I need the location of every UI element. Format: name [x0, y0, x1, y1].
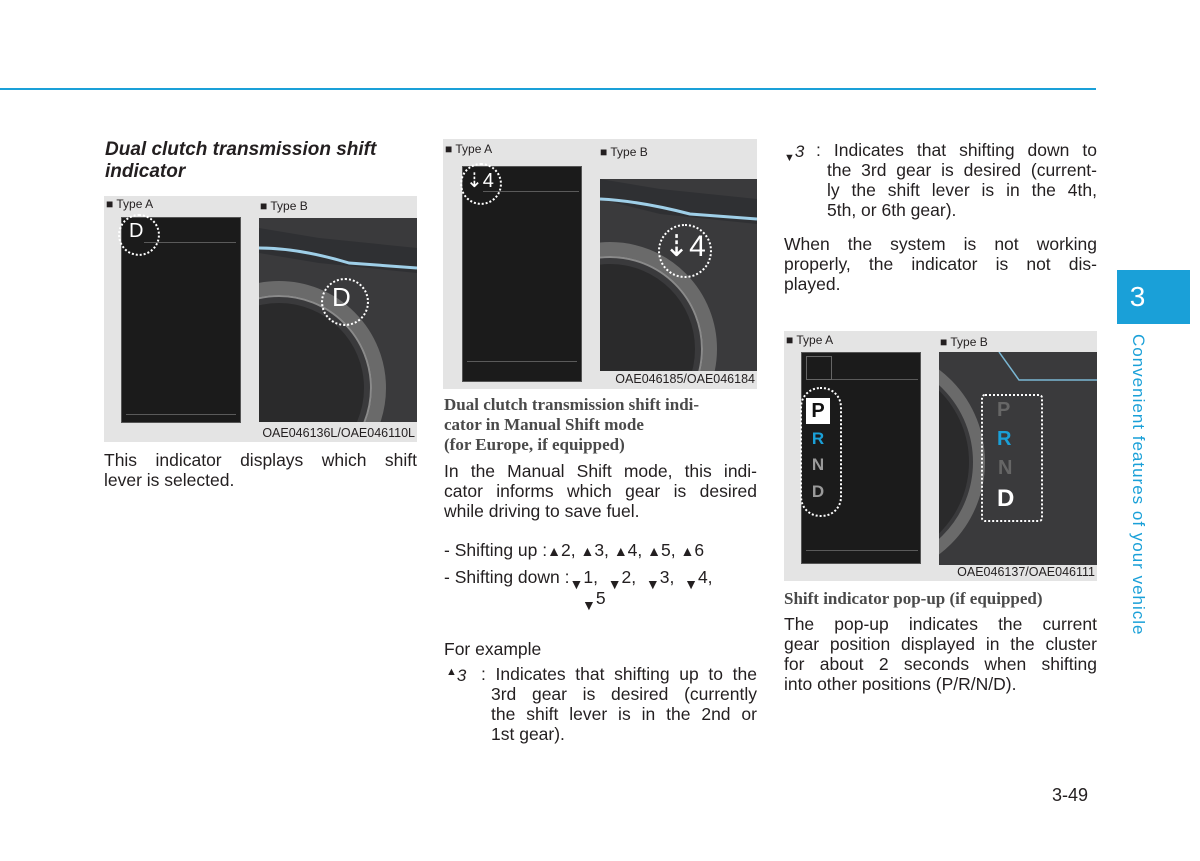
gear-n: N	[998, 457, 1013, 479]
figure-caption: Shift indicator pop-up (if equipped)	[784, 589, 1043, 608]
gear-n: N	[811, 455, 825, 474]
header-rule	[0, 88, 1096, 90]
type-a-display	[121, 217, 241, 423]
gear-r: R	[811, 429, 825, 448]
figure-code: OAE046136L/OAE046110L	[262, 426, 415, 440]
gear-p-selected: P	[806, 398, 830, 424]
chapter-number: 3	[1129, 281, 1146, 312]
gear-indicator: ⇣4	[664, 230, 706, 263]
up-arrow-icon: ▲	[647, 543, 662, 559]
down-3-indicator: $_▼$3	[784, 142, 805, 164]
paragraph: The pop-up indicates the current gear position displayed in the cluster for about 2 seconds when shifting into other positions (P/R/N/D).	[784, 614, 1097, 694]
up-3-indicator: ▲3	[446, 666, 467, 685]
paragraph: In the Manual Shift mode, this indi- cator informs which gear is desired while driving to save fuel.	[444, 461, 757, 521]
section-title: Dual clutch transmission shift indicator	[105, 139, 377, 182]
figure-label-type-b: ■ Type B	[600, 145, 648, 159]
gear-indicator: ⇣4	[466, 170, 494, 192]
down-arrow-icon: ▼	[784, 152, 795, 164]
figure-label-type-b: ■ Type B	[940, 335, 988, 349]
gear-d-selected: D	[997, 485, 1015, 512]
down-arrow-icon: ▼	[684, 576, 698, 592]
gear-indicator-letter: D	[129, 220, 144, 242]
shift-down-line: - Shifting down $:_▼1$, $_▼$2, $_▼$3, $_▼$4,	[444, 567, 713, 592]
figure-label-type-b: ■ Type B	[260, 199, 308, 213]
figure-dct-shift-indicator	[104, 196, 417, 442]
down-arrow-icon: ▼	[607, 576, 622, 592]
shift-down-line-cont: $_▼$5	[582, 588, 606, 613]
figure-code: OAE046137/OAE046111	[957, 565, 1095, 579]
gear-r: R	[997, 428, 1012, 450]
type-b-cluster	[939, 352, 1097, 565]
type-a-display	[801, 352, 921, 564]
chapter-title: Convenient features of your vehicle	[1129, 334, 1148, 636]
type-b-cluster	[600, 179, 757, 371]
shift-up-example: ▲3 : Indicates that shifting up to the 3rd gear is desired (currently the shift lever is in the 2nd or 1st gear).	[446, 664, 757, 744]
paragraph: When the system is not working properly, the indicator is not dis- played.	[784, 234, 1097, 294]
figure-label-type-a: ■ Type A	[786, 333, 833, 347]
shift-down-example: $_▼$3 : Indicates that shifting down to the 3rd gear is desired (current- ly the shift lever is in the 4th, 5th, or 6th gear).	[784, 140, 1097, 220]
down-arrow-icon: ▼	[645, 576, 660, 592]
up-arrow-icon: ▲	[613, 543, 628, 559]
up-arrow-icon: ▲	[580, 543, 595, 559]
type-b-cluster	[259, 218, 417, 422]
figure-caption: Dual clutch transmission shift indi- cator in Manual Shift mode (for Europe, if equipped)	[444, 395, 700, 454]
shift-up-line: - Shifting up :▲2, ▲3, ▲4, ▲5, ▲6	[444, 540, 705, 560]
figure-manual-shift	[443, 139, 757, 389]
example-label: For example	[444, 639, 542, 659]
figure-shift-popup	[784, 331, 1097, 581]
down-arrow-icon: ▼	[582, 597, 596, 613]
up-arrow-icon: ▲	[446, 666, 457, 678]
up-arrow-icon: ▲	[680, 543, 695, 559]
type-a-display	[462, 166, 582, 382]
gear-indicator-letter: D	[332, 282, 351, 312]
page-number: 3-49	[1052, 785, 1089, 805]
figure-label-type-a: ■ Type A	[445, 142, 492, 156]
up-arrow-icon: ▲	[547, 543, 561, 559]
gear-d: D	[811, 482, 825, 501]
gear-p: P	[997, 399, 1011, 421]
figure-code: OAE046185/OAE046184	[615, 372, 755, 386]
paragraph: This indicator displays which shift lever is selected.	[104, 450, 417, 490]
figure-label-type-a: ■ Type A	[106, 197, 153, 211]
down-arrow-icon: ▼	[569, 576, 584, 592]
